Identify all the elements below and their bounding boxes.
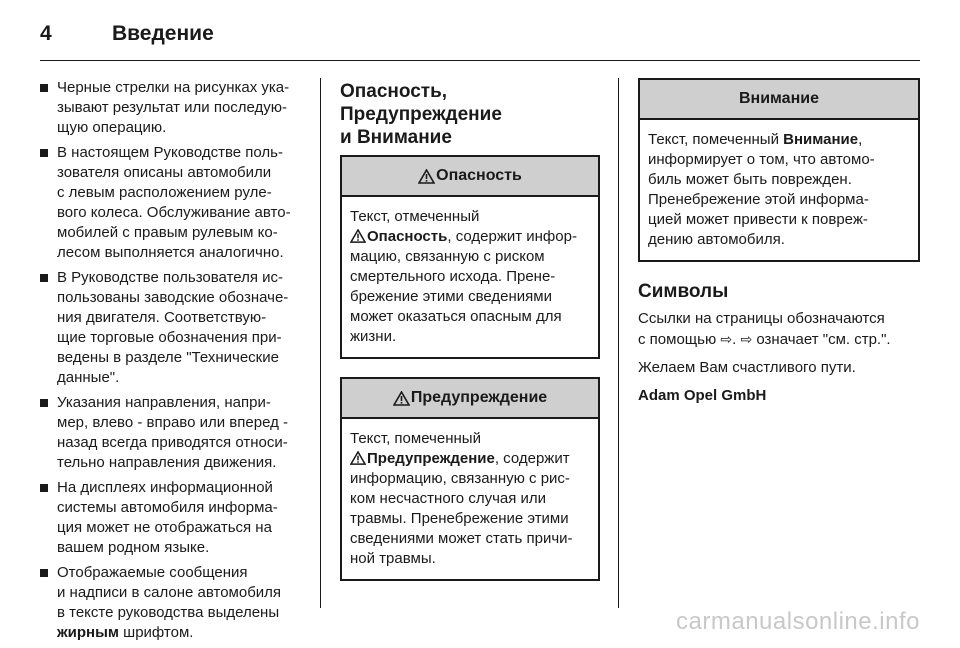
caution-box xyxy=(638,78,920,262)
left-column xyxy=(40,78,305,648)
page-reference-arrow-icon: ⇨ xyxy=(720,331,733,347)
list-item: Отображаемые сообщения и надписи в салоне автомобиля в тексте руководства выделены жирным шрифтом. xyxy=(40,563,305,643)
section-heading: Опасность, Предупреждение и Внимание xyxy=(340,81,502,148)
warning-triangle-icon xyxy=(350,229,366,243)
right-column xyxy=(638,78,920,414)
column-divider xyxy=(320,78,321,608)
danger-box-title: Опасность xyxy=(342,157,598,197)
symbols-text: Ссылки на страницы обозначаются с помощью ⇨. ⇨ означает "см. стр.". xyxy=(638,310,891,348)
list-item: В настоящем Руководстве поль- зователя описаны автомобили с левым расположением руле- вого колеса. Обслуживание авто- мобилей с правым рулевым ко- лесом выполняется аналогично. xyxy=(40,143,305,263)
watermark: carmanualsonline.info xyxy=(676,608,920,635)
symbols-heading: Символы xyxy=(638,281,729,302)
header-rule xyxy=(40,60,920,61)
page-title: Введение xyxy=(112,22,214,45)
warning-box xyxy=(340,377,600,581)
caution-box-title: Внимание xyxy=(640,80,918,120)
bullet-square-icon xyxy=(40,84,48,92)
column-divider xyxy=(618,78,619,608)
danger-box xyxy=(340,155,600,359)
list-item: В Руководстве пользователя ис- пользованы заводские обозначе- ния двигателя. Соответствую- щие торговые обозначения при- ведены в разделе "Технические данные". xyxy=(40,268,305,388)
page-number: 4 xyxy=(40,22,52,45)
warning-triangle-icon xyxy=(418,169,435,184)
wish-text: Желаем Вам счастливого пути. xyxy=(638,359,856,376)
list-item: Черные стрелки на рисунках ука- зывают результат или последую- щую операцию. xyxy=(40,78,305,138)
bullet-square-icon xyxy=(40,274,48,282)
warning-triangle-icon xyxy=(350,451,366,465)
bullet-square-icon xyxy=(40,149,48,157)
danger-box-body: Текст, отмеченный Опасность, содержит инфор- мацию, связанную с риском смертельного исхода. Прене- брежение этими сведениями может оказаться опасным для жизни. xyxy=(350,208,577,345)
warning-box-body: Текст, помеченный Предупреждение, содержит информацию, связанную с рис- ком несчастного случая или травмы. Пренебрежение этими сведениями может стать причи- ной травмы. xyxy=(350,430,573,567)
warning-triangle-icon xyxy=(393,391,410,406)
bullet-list xyxy=(40,78,305,643)
page-header xyxy=(40,18,214,50)
list-item: Указания направления, напри- мер, влево - вправо или вперед - назад всегда приводятся относи- тельно направления движения. xyxy=(40,393,305,473)
page-reference-arrow-icon: ⇨ xyxy=(740,331,753,347)
bullet-square-icon xyxy=(40,569,48,577)
company-name: Adam Opel GmbH xyxy=(638,387,767,404)
warning-box-title: Предупреждение xyxy=(342,379,598,419)
bold-word: жирным xyxy=(57,624,119,641)
caution-box-body: Текст, помеченный Внимание, информирует о том, что автомо- биль может быть поврежден. Пренебрежение этой информа- цией может привести к повреж- дению автомобиля. xyxy=(648,131,875,248)
bullet-square-icon xyxy=(40,484,48,492)
list-item: На дисплеях информационной системы автомобиля информа- ция может не отображаться на вашем родном языке. xyxy=(40,478,305,558)
bullet-square-icon xyxy=(40,399,48,407)
middle-column xyxy=(340,78,600,599)
